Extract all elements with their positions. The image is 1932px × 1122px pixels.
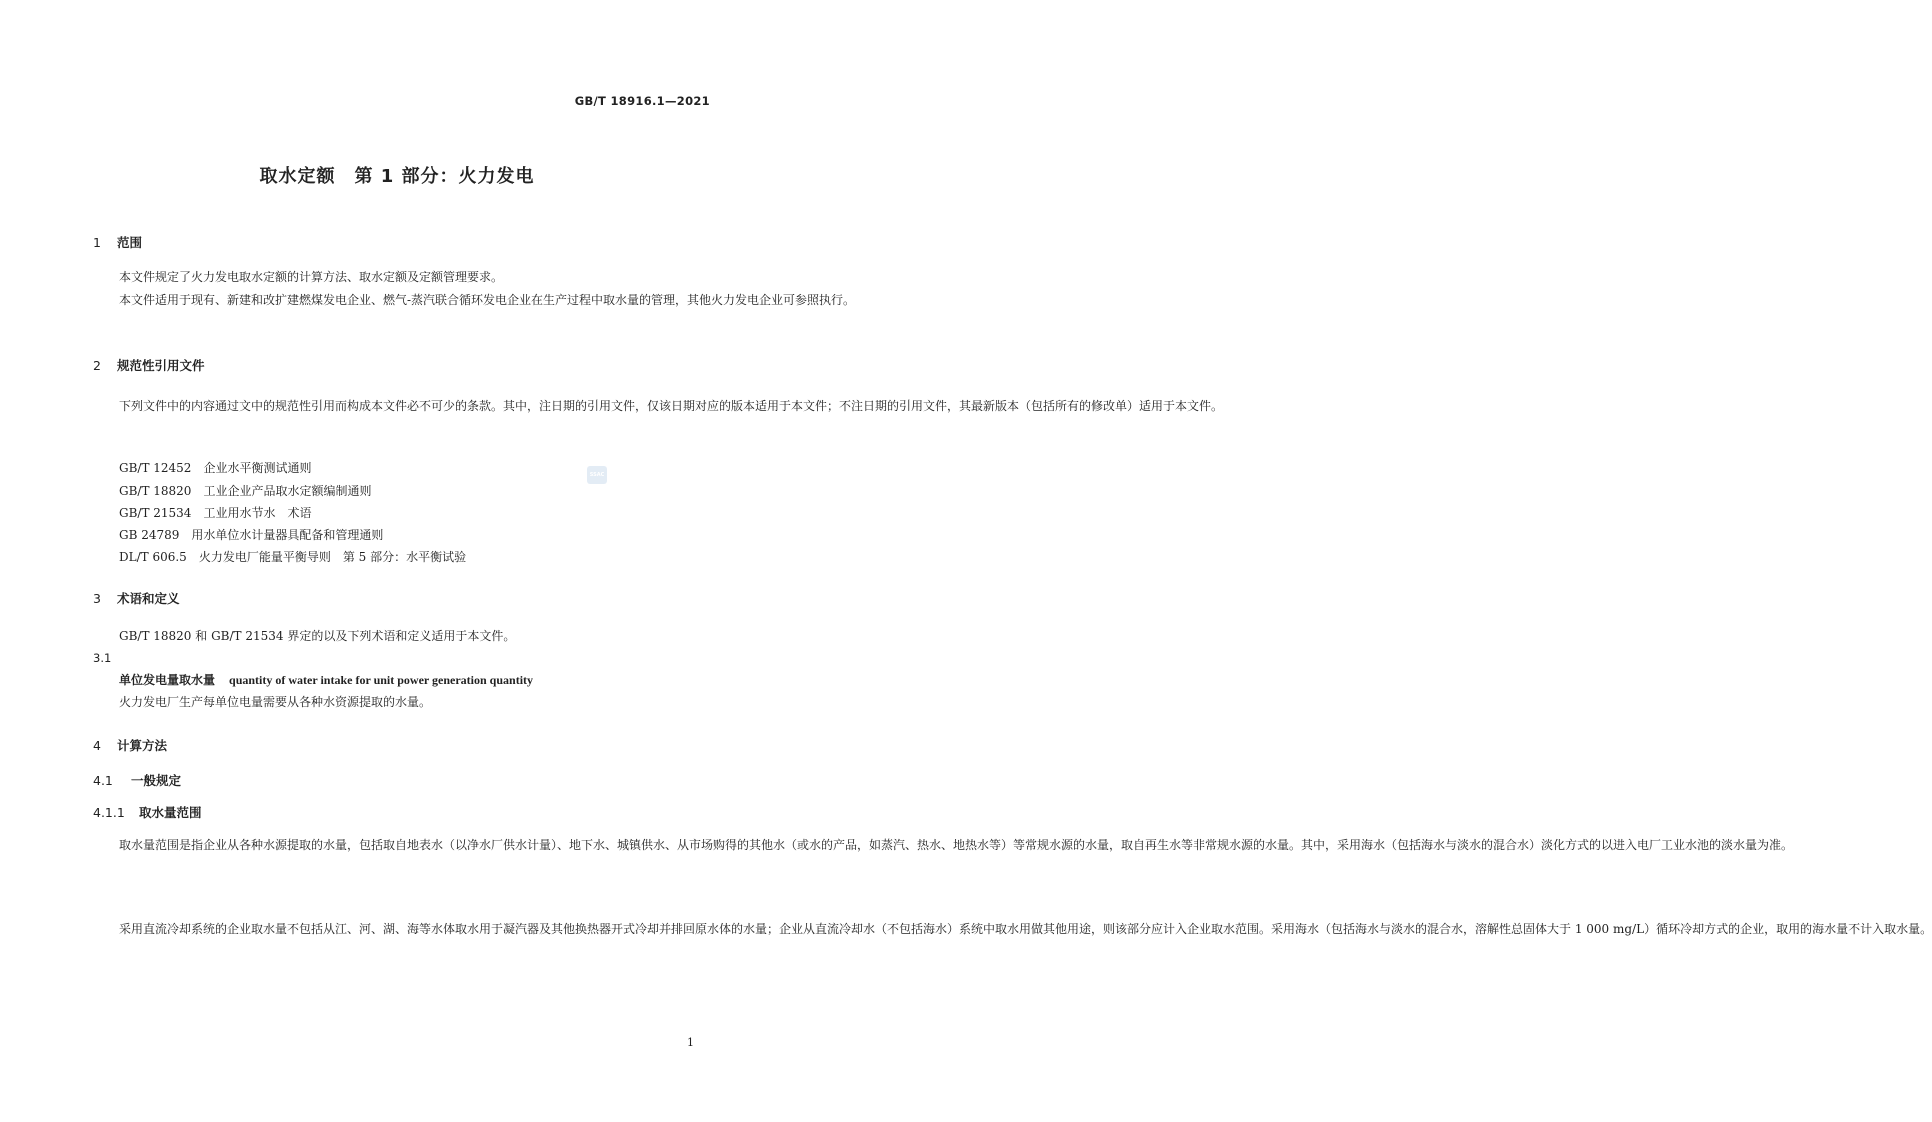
clause-number: 3.1 bbox=[93, 651, 112, 665]
section-title: 一般规定 bbox=[131, 773, 182, 788]
term-definition: 火力发电厂生产每单位电量需要从各种水资源提取的水量。 bbox=[119, 695, 432, 709]
section-number: 4.1 bbox=[93, 773, 113, 788]
section-1-paragraph-2: 本文件适用于现有、新建和改扩建燃煤发电企业、燃气-蒸汽联合循环发电企业在生产过程中取水量的管理，其他火力发电企业可参照执行。 bbox=[119, 293, 856, 307]
reference-item bbox=[119, 458, 311, 478]
reference-item bbox=[119, 481, 371, 501]
section-1-paragraph-1: 本文件规定了火力发电取水定额的计算方法、取水定额及定额管理要求。 bbox=[119, 270, 504, 284]
section-number: 4.1.1 bbox=[93, 805, 125, 820]
section-title: 范围 bbox=[117, 235, 143, 250]
reference-name: 工业企业产品取水定额编制通则 bbox=[203, 484, 372, 498]
term-chinese: 单位发电量取水量 bbox=[119, 673, 216, 687]
section-3-heading bbox=[93, 589, 180, 607]
reference-name: 企业水平衡测试通则 bbox=[203, 461, 312, 475]
standard-number: GB/T 18916.1—2021 bbox=[574, 94, 710, 108]
reference-name: 工业用水节水 术语 bbox=[203, 506, 312, 520]
section-4-heading bbox=[93, 736, 167, 754]
reference-name: 用水单位水计量器具配备和管理通则 bbox=[191, 528, 384, 542]
reference-code: GB 24789 bbox=[119, 528, 180, 542]
section-number: 2 bbox=[93, 358, 101, 373]
page-number: 1 bbox=[687, 1036, 694, 1049]
reference-code: GB/T 18820 bbox=[119, 484, 192, 498]
section-number: 4 bbox=[93, 738, 101, 753]
section-4-paragraph-2: 采用直流冷却系统的企业取水量不包括从江、河、湖、海等水体取水用于凝汽器及其他换热器开式冷却并排回原水体的水量；企业从直流冷却水（不包括海水）系统中取水用做其他用途，则该部分应计入企业取水范围。采用海水（包括海水与淡水的混合水，溶解性总固体大于 1 000 mg/L）循环冷却方式的企业，取用的海水量不计入取水量。 bbox=[119, 922, 1932, 936]
section-title: 术语和定义 bbox=[117, 591, 180, 606]
section-title: 规范性引用文件 bbox=[117, 358, 205, 373]
term-english: quantity of water intake for unit power generation quantity bbox=[229, 673, 534, 687]
reference-item bbox=[119, 525, 383, 545]
reference-item bbox=[119, 547, 466, 567]
watermark-logo: SSAC bbox=[587, 466, 607, 484]
section-number: 3 bbox=[93, 591, 101, 606]
reference-name: 火力发电厂能量平衡导则 第 5 部分：水平衡试验 bbox=[198, 550, 467, 564]
section-4-paragraph-1: 取水量范围是指企业从各种水源提取的水量，包括取自地表水（以净水厂供水计量）、地下水、城镇供水、从市场购得的其他水（或水的产品，如蒸汽、热水、地热水等）等常规水源的水量，取自再生水等非常规水源的水量。其中，采用海水（包括海水与淡水的混合水）淡化方式的以进入电厂工业水池的淡水量为准。 bbox=[119, 838, 1794, 852]
section-number: 1 bbox=[93, 235, 101, 250]
reference-code: GB/T 12452 bbox=[119, 461, 192, 475]
section-3-paragraph-1: GB/T 18820 和 GB/T 21534 界定的以及下列术语和定义适用于本文件。 bbox=[119, 629, 516, 643]
term-entry bbox=[119, 671, 533, 688]
section-title: 取水量范围 bbox=[139, 805, 202, 820]
reference-item bbox=[119, 503, 311, 523]
section-2-heading bbox=[93, 356, 205, 374]
section-2-paragraph-1: 下列文件中的内容通过文中的规范性引用而构成本文件必不可少的条款。其中，注日期的引用文件，仅该日期对应的版本适用于本文件；不注日期的引用文件，其最新版本（包括所有的修改单）适用于本文件。 bbox=[119, 399, 1224, 413]
section-4-1-1-heading bbox=[93, 803, 202, 821]
document-title: 取水定额 第 1 部分：火力发电 bbox=[259, 166, 535, 187]
section-4-1-heading bbox=[93, 771, 181, 789]
section-title: 计算方法 bbox=[117, 738, 168, 753]
reference-code: GB/T 21534 bbox=[119, 506, 192, 520]
reference-code: DL/T 606.5 bbox=[119, 550, 187, 564]
section-1-heading bbox=[93, 233, 142, 251]
